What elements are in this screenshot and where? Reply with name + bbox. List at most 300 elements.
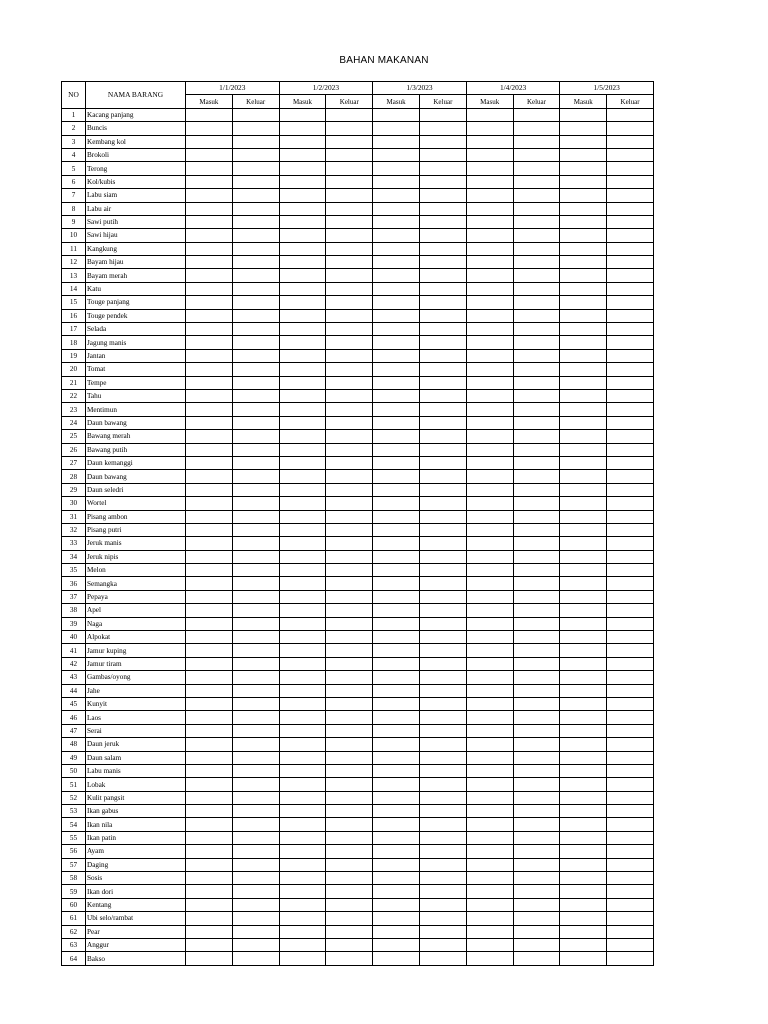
- cell-keluar[interactable]: [326, 858, 373, 871]
- cell-masuk[interactable]: [560, 898, 607, 911]
- cell-masuk[interactable]: [279, 644, 326, 657]
- cell-keluar[interactable]: [607, 791, 654, 804]
- cell-masuk[interactable]: [186, 135, 233, 148]
- cell-keluar[interactable]: [513, 564, 560, 577]
- cell-masuk[interactable]: [373, 389, 420, 402]
- cell-keluar[interactable]: [513, 497, 560, 510]
- cell-masuk[interactable]: [466, 631, 513, 644]
- cell-keluar[interactable]: [326, 684, 373, 697]
- cell-masuk[interactable]: [373, 229, 420, 242]
- cell-masuk[interactable]: [373, 751, 420, 764]
- cell-keluar[interactable]: [326, 564, 373, 577]
- cell-keluar[interactable]: [326, 443, 373, 456]
- cell-masuk[interactable]: [279, 189, 326, 202]
- cell-keluar[interactable]: [513, 349, 560, 362]
- cell-keluar[interactable]: [326, 483, 373, 496]
- cell-masuk[interactable]: [373, 604, 420, 617]
- cell-masuk[interactable]: [466, 256, 513, 269]
- cell-masuk[interactable]: [186, 550, 233, 563]
- cell-masuk[interactable]: [373, 403, 420, 416]
- cell-masuk[interactable]: [279, 282, 326, 295]
- cell-masuk[interactable]: [373, 564, 420, 577]
- cell-masuk[interactable]: [373, 671, 420, 684]
- cell-keluar[interactable]: [326, 523, 373, 536]
- cell-masuk[interactable]: [560, 215, 607, 228]
- cell-masuk[interactable]: [279, 256, 326, 269]
- cell-keluar[interactable]: [607, 697, 654, 710]
- cell-keluar[interactable]: [326, 430, 373, 443]
- cell-masuk[interactable]: [279, 523, 326, 536]
- cell-keluar[interactable]: [607, 389, 654, 402]
- cell-keluar[interactable]: [232, 724, 279, 737]
- cell-masuk[interactable]: [279, 684, 326, 697]
- cell-keluar[interactable]: [607, 657, 654, 670]
- cell-masuk[interactable]: [186, 644, 233, 657]
- cell-masuk[interactable]: [279, 952, 326, 965]
- cell-masuk[interactable]: [373, 523, 420, 536]
- cell-keluar[interactable]: [419, 818, 466, 831]
- cell-masuk[interactable]: [186, 577, 233, 590]
- cell-keluar[interactable]: [326, 135, 373, 148]
- cell-masuk[interactable]: [279, 416, 326, 429]
- cell-keluar[interactable]: [513, 805, 560, 818]
- cell-keluar[interactable]: [513, 818, 560, 831]
- cell-keluar[interactable]: [513, 671, 560, 684]
- cell-keluar[interactable]: [607, 256, 654, 269]
- cell-keluar[interactable]: [232, 657, 279, 670]
- cell-keluar[interactable]: [419, 738, 466, 751]
- cell-keluar[interactable]: [419, 845, 466, 858]
- cell-keluar[interactable]: [232, 456, 279, 469]
- cell-keluar[interactable]: [513, 189, 560, 202]
- cell-masuk[interactable]: [466, 912, 513, 925]
- cell-masuk[interactable]: [560, 256, 607, 269]
- cell-masuk[interactable]: [279, 939, 326, 952]
- cell-masuk[interactable]: [466, 483, 513, 496]
- cell-masuk[interactable]: [466, 456, 513, 469]
- cell-masuk[interactable]: [373, 256, 420, 269]
- cell-keluar[interactable]: [232, 309, 279, 322]
- cell-masuk[interactable]: [466, 872, 513, 885]
- cell-masuk[interactable]: [186, 671, 233, 684]
- cell-keluar[interactable]: [513, 215, 560, 228]
- cell-keluar[interactable]: [419, 925, 466, 938]
- cell-masuk[interactable]: [466, 604, 513, 617]
- cell-masuk[interactable]: [373, 108, 420, 121]
- cell-masuk[interactable]: [373, 791, 420, 804]
- cell-keluar[interactable]: [513, 537, 560, 550]
- cell-masuk[interactable]: [373, 376, 420, 389]
- cell-masuk[interactable]: [560, 697, 607, 710]
- cell-keluar[interactable]: [232, 845, 279, 858]
- cell-keluar[interactable]: [419, 336, 466, 349]
- cell-keluar[interactable]: [607, 898, 654, 911]
- cell-keluar[interactable]: [513, 912, 560, 925]
- cell-masuk[interactable]: [466, 952, 513, 965]
- cell-keluar[interactable]: [607, 523, 654, 536]
- cell-masuk[interactable]: [373, 631, 420, 644]
- cell-keluar[interactable]: [326, 122, 373, 135]
- cell-keluar[interactable]: [326, 845, 373, 858]
- cell-keluar[interactable]: [326, 416, 373, 429]
- cell-keluar[interactable]: [232, 336, 279, 349]
- cell-keluar[interactable]: [607, 483, 654, 496]
- cell-keluar[interactable]: [326, 363, 373, 376]
- cell-masuk[interactable]: [279, 296, 326, 309]
- cell-masuk[interactable]: [186, 389, 233, 402]
- cell-keluar[interactable]: [607, 349, 654, 362]
- cell-masuk[interactable]: [560, 778, 607, 791]
- cell-masuk[interactable]: [186, 497, 233, 510]
- cell-keluar[interactable]: [513, 617, 560, 630]
- cell-keluar[interactable]: [419, 912, 466, 925]
- cell-keluar[interactable]: [607, 778, 654, 791]
- cell-keluar[interactable]: [607, 470, 654, 483]
- cell-masuk[interactable]: [373, 952, 420, 965]
- cell-masuk[interactable]: [560, 523, 607, 536]
- cell-masuk[interactable]: [560, 952, 607, 965]
- cell-masuk[interactable]: [466, 898, 513, 911]
- cell-masuk[interactable]: [466, 122, 513, 135]
- cell-masuk[interactable]: [466, 416, 513, 429]
- cell-keluar[interactable]: [607, 215, 654, 228]
- cell-keluar[interactable]: [607, 443, 654, 456]
- cell-keluar[interactable]: [607, 671, 654, 684]
- cell-keluar[interactable]: [513, 791, 560, 804]
- cell-keluar[interactable]: [326, 764, 373, 777]
- cell-masuk[interactable]: [186, 898, 233, 911]
- cell-keluar[interactable]: [419, 456, 466, 469]
- cell-keluar[interactable]: [607, 805, 654, 818]
- cell-keluar[interactable]: [607, 751, 654, 764]
- cell-masuk[interactable]: [466, 349, 513, 362]
- cell-masuk[interactable]: [466, 831, 513, 844]
- cell-keluar[interactable]: [607, 845, 654, 858]
- cell-keluar[interactable]: [513, 550, 560, 563]
- cell-keluar[interactable]: [326, 604, 373, 617]
- cell-keluar[interactable]: [607, 376, 654, 389]
- cell-masuk[interactable]: [279, 805, 326, 818]
- cell-keluar[interactable]: [326, 697, 373, 710]
- cell-masuk[interactable]: [466, 939, 513, 952]
- cell-masuk[interactable]: [560, 577, 607, 590]
- cell-masuk[interactable]: [279, 456, 326, 469]
- cell-keluar[interactable]: [326, 389, 373, 402]
- cell-masuk[interactable]: [560, 269, 607, 282]
- cell-masuk[interactable]: [279, 617, 326, 630]
- cell-keluar[interactable]: [607, 175, 654, 188]
- cell-masuk[interactable]: [373, 738, 420, 751]
- cell-masuk[interactable]: [373, 269, 420, 282]
- cell-keluar[interactable]: [232, 148, 279, 161]
- cell-masuk[interactable]: [279, 537, 326, 550]
- cell-keluar[interactable]: [326, 590, 373, 603]
- cell-masuk[interactable]: [186, 483, 233, 496]
- cell-masuk[interactable]: [560, 684, 607, 697]
- cell-masuk[interactable]: [466, 202, 513, 215]
- cell-keluar[interactable]: [419, 778, 466, 791]
- cell-keluar[interactable]: [513, 389, 560, 402]
- cell-masuk[interactable]: [186, 537, 233, 550]
- cell-keluar[interactable]: [326, 296, 373, 309]
- cell-keluar[interactable]: [419, 885, 466, 898]
- cell-keluar[interactable]: [326, 242, 373, 255]
- cell-keluar[interactable]: [419, 711, 466, 724]
- cell-masuk[interactable]: [186, 215, 233, 228]
- cell-masuk[interactable]: [560, 456, 607, 469]
- cell-masuk[interactable]: [186, 845, 233, 858]
- cell-keluar[interactable]: [513, 323, 560, 336]
- cell-keluar[interactable]: [232, 256, 279, 269]
- cell-keluar[interactable]: [232, 550, 279, 563]
- cell-keluar[interactable]: [513, 309, 560, 322]
- cell-masuk[interactable]: [186, 470, 233, 483]
- cell-masuk[interactable]: [373, 349, 420, 362]
- cell-masuk[interactable]: [186, 631, 233, 644]
- cell-masuk[interactable]: [373, 697, 420, 710]
- cell-keluar[interactable]: [232, 175, 279, 188]
- cell-keluar[interactable]: [232, 604, 279, 617]
- cell-keluar[interactable]: [232, 323, 279, 336]
- cell-masuk[interactable]: [279, 403, 326, 416]
- cell-masuk[interactable]: [279, 309, 326, 322]
- cell-masuk[interactable]: [466, 189, 513, 202]
- cell-masuk[interactable]: [560, 564, 607, 577]
- cell-keluar[interactable]: [607, 510, 654, 523]
- cell-masuk[interactable]: [373, 430, 420, 443]
- cell-keluar[interactable]: [326, 108, 373, 121]
- cell-keluar[interactable]: [607, 831, 654, 844]
- cell-masuk[interactable]: [373, 684, 420, 697]
- cell-masuk[interactable]: [373, 537, 420, 550]
- cell-keluar[interactable]: [326, 872, 373, 885]
- cell-keluar[interactable]: [232, 631, 279, 644]
- cell-masuk[interactable]: [466, 590, 513, 603]
- cell-masuk[interactable]: [373, 912, 420, 925]
- cell-masuk[interactable]: [560, 349, 607, 362]
- cell-keluar[interactable]: [419, 577, 466, 590]
- cell-keluar[interactable]: [326, 497, 373, 510]
- cell-keluar[interactable]: [607, 631, 654, 644]
- cell-masuk[interactable]: [373, 215, 420, 228]
- cell-masuk[interactable]: [186, 831, 233, 844]
- cell-keluar[interactable]: [513, 108, 560, 121]
- cell-keluar[interactable]: [326, 256, 373, 269]
- cell-masuk[interactable]: [466, 885, 513, 898]
- cell-keluar[interactable]: [419, 644, 466, 657]
- cell-keluar[interactable]: [419, 282, 466, 295]
- cell-keluar[interactable]: [607, 336, 654, 349]
- cell-keluar[interactable]: [513, 202, 560, 215]
- cell-masuk[interactable]: [186, 952, 233, 965]
- cell-masuk[interactable]: [560, 309, 607, 322]
- cell-keluar[interactable]: [232, 617, 279, 630]
- cell-masuk[interactable]: [373, 711, 420, 724]
- cell-masuk[interactable]: [466, 470, 513, 483]
- cell-masuk[interactable]: [279, 108, 326, 121]
- cell-masuk[interactable]: [466, 363, 513, 376]
- cell-keluar[interactable]: [326, 349, 373, 362]
- cell-masuk[interactable]: [279, 912, 326, 925]
- cell-keluar[interactable]: [607, 537, 654, 550]
- cell-masuk[interactable]: [186, 336, 233, 349]
- cell-keluar[interactable]: [607, 577, 654, 590]
- cell-masuk[interactable]: [279, 885, 326, 898]
- cell-keluar[interactable]: [326, 162, 373, 175]
- cell-masuk[interactable]: [560, 175, 607, 188]
- cell-masuk[interactable]: [466, 215, 513, 228]
- cell-masuk[interactable]: [560, 510, 607, 523]
- cell-masuk[interactable]: [279, 657, 326, 670]
- cell-keluar[interactable]: [419, 416, 466, 429]
- cell-keluar[interactable]: [419, 564, 466, 577]
- cell-keluar[interactable]: [513, 872, 560, 885]
- cell-keluar[interactable]: [232, 108, 279, 121]
- cell-keluar[interactable]: [419, 349, 466, 362]
- cell-keluar[interactable]: [232, 202, 279, 215]
- cell-keluar[interactable]: [607, 818, 654, 831]
- cell-keluar[interactable]: [513, 122, 560, 135]
- cell-keluar[interactable]: [232, 644, 279, 657]
- cell-masuk[interactable]: [560, 711, 607, 724]
- cell-masuk[interactable]: [373, 497, 420, 510]
- cell-keluar[interactable]: [513, 416, 560, 429]
- cell-masuk[interactable]: [466, 818, 513, 831]
- cell-keluar[interactable]: [513, 751, 560, 764]
- cell-masuk[interactable]: [279, 831, 326, 844]
- cell-keluar[interactable]: [232, 858, 279, 871]
- cell-keluar[interactable]: [513, 443, 560, 456]
- cell-masuk[interactable]: [373, 858, 420, 871]
- cell-keluar[interactable]: [513, 724, 560, 737]
- cell-keluar[interactable]: [419, 751, 466, 764]
- cell-keluar[interactable]: [419, 430, 466, 443]
- cell-masuk[interactable]: [279, 497, 326, 510]
- cell-masuk[interactable]: [186, 858, 233, 871]
- cell-keluar[interactable]: [607, 617, 654, 630]
- cell-masuk[interactable]: [279, 577, 326, 590]
- cell-masuk[interactable]: [466, 336, 513, 349]
- cell-keluar[interactable]: [232, 590, 279, 603]
- cell-masuk[interactable]: [466, 697, 513, 710]
- cell-keluar[interactable]: [607, 550, 654, 563]
- cell-keluar[interactable]: [326, 282, 373, 295]
- cell-masuk[interactable]: [466, 523, 513, 536]
- cell-keluar[interactable]: [419, 764, 466, 777]
- cell-masuk[interactable]: [373, 872, 420, 885]
- cell-masuk[interactable]: [466, 296, 513, 309]
- cell-masuk[interactable]: [279, 323, 326, 336]
- cell-masuk[interactable]: [186, 590, 233, 603]
- cell-masuk[interactable]: [373, 805, 420, 818]
- cell-masuk[interactable]: [279, 215, 326, 228]
- cell-keluar[interactable]: [607, 269, 654, 282]
- cell-masuk[interactable]: [466, 162, 513, 175]
- cell-masuk[interactable]: [279, 791, 326, 804]
- cell-masuk[interactable]: [466, 389, 513, 402]
- cell-keluar[interactable]: [607, 858, 654, 871]
- cell-keluar[interactable]: [419, 309, 466, 322]
- cell-keluar[interactable]: [607, 296, 654, 309]
- cell-keluar[interactable]: [419, 657, 466, 670]
- cell-keluar[interactable]: [232, 363, 279, 376]
- cell-masuk[interactable]: [560, 122, 607, 135]
- cell-masuk[interactable]: [560, 939, 607, 952]
- cell-masuk[interactable]: [186, 604, 233, 617]
- cell-masuk[interactable]: [373, 148, 420, 161]
- cell-keluar[interactable]: [607, 162, 654, 175]
- cell-keluar[interactable]: [513, 523, 560, 536]
- cell-masuk[interactable]: [279, 751, 326, 764]
- cell-keluar[interactable]: [232, 791, 279, 804]
- cell-masuk[interactable]: [373, 443, 420, 456]
- cell-masuk[interactable]: [186, 296, 233, 309]
- cell-masuk[interactable]: [560, 135, 607, 148]
- cell-keluar[interactable]: [607, 323, 654, 336]
- cell-masuk[interactable]: [279, 671, 326, 684]
- cell-masuk[interactable]: [373, 175, 420, 188]
- cell-keluar[interactable]: [326, 189, 373, 202]
- cell-keluar[interactable]: [232, 389, 279, 402]
- cell-keluar[interactable]: [326, 885, 373, 898]
- cell-keluar[interactable]: [607, 189, 654, 202]
- cell-keluar[interactable]: [419, 389, 466, 402]
- cell-keluar[interactable]: [513, 470, 560, 483]
- cell-masuk[interactable]: [279, 363, 326, 376]
- cell-masuk[interactable]: [560, 631, 607, 644]
- cell-masuk[interactable]: [466, 550, 513, 563]
- cell-keluar[interactable]: [232, 523, 279, 536]
- cell-masuk[interactable]: [279, 148, 326, 161]
- cell-keluar[interactable]: [326, 376, 373, 389]
- cell-masuk[interactable]: [373, 135, 420, 148]
- cell-masuk[interactable]: [466, 858, 513, 871]
- cell-masuk[interactable]: [466, 309, 513, 322]
- cell-keluar[interactable]: [607, 925, 654, 938]
- cell-masuk[interactable]: [466, 684, 513, 697]
- cell-masuk[interactable]: [560, 791, 607, 804]
- cell-masuk[interactable]: [186, 376, 233, 389]
- cell-keluar[interactable]: [513, 738, 560, 751]
- cell-keluar[interactable]: [607, 202, 654, 215]
- cell-masuk[interactable]: [186, 523, 233, 536]
- cell-keluar[interactable]: [326, 898, 373, 911]
- cell-masuk[interactable]: [279, 430, 326, 443]
- cell-keluar[interactable]: [513, 885, 560, 898]
- cell-masuk[interactable]: [186, 724, 233, 737]
- cell-keluar[interactable]: [419, 175, 466, 188]
- cell-keluar[interactable]: [607, 497, 654, 510]
- cell-keluar[interactable]: [232, 135, 279, 148]
- cell-keluar[interactable]: [607, 872, 654, 885]
- cell-masuk[interactable]: [373, 416, 420, 429]
- cell-masuk[interactable]: [560, 764, 607, 777]
- cell-masuk[interactable]: [279, 697, 326, 710]
- cell-keluar[interactable]: [607, 564, 654, 577]
- cell-keluar[interactable]: [326, 644, 373, 657]
- cell-keluar[interactable]: [232, 805, 279, 818]
- cell-keluar[interactable]: [513, 269, 560, 282]
- cell-keluar[interactable]: [513, 162, 560, 175]
- cell-keluar[interactable]: [232, 416, 279, 429]
- cell-keluar[interactable]: [419, 162, 466, 175]
- cell-keluar[interactable]: [419, 122, 466, 135]
- cell-masuk[interactable]: [186, 122, 233, 135]
- cell-masuk[interactable]: [560, 925, 607, 938]
- cell-keluar[interactable]: [326, 657, 373, 670]
- cell-keluar[interactable]: [232, 684, 279, 697]
- cell-keluar[interactable]: [419, 684, 466, 697]
